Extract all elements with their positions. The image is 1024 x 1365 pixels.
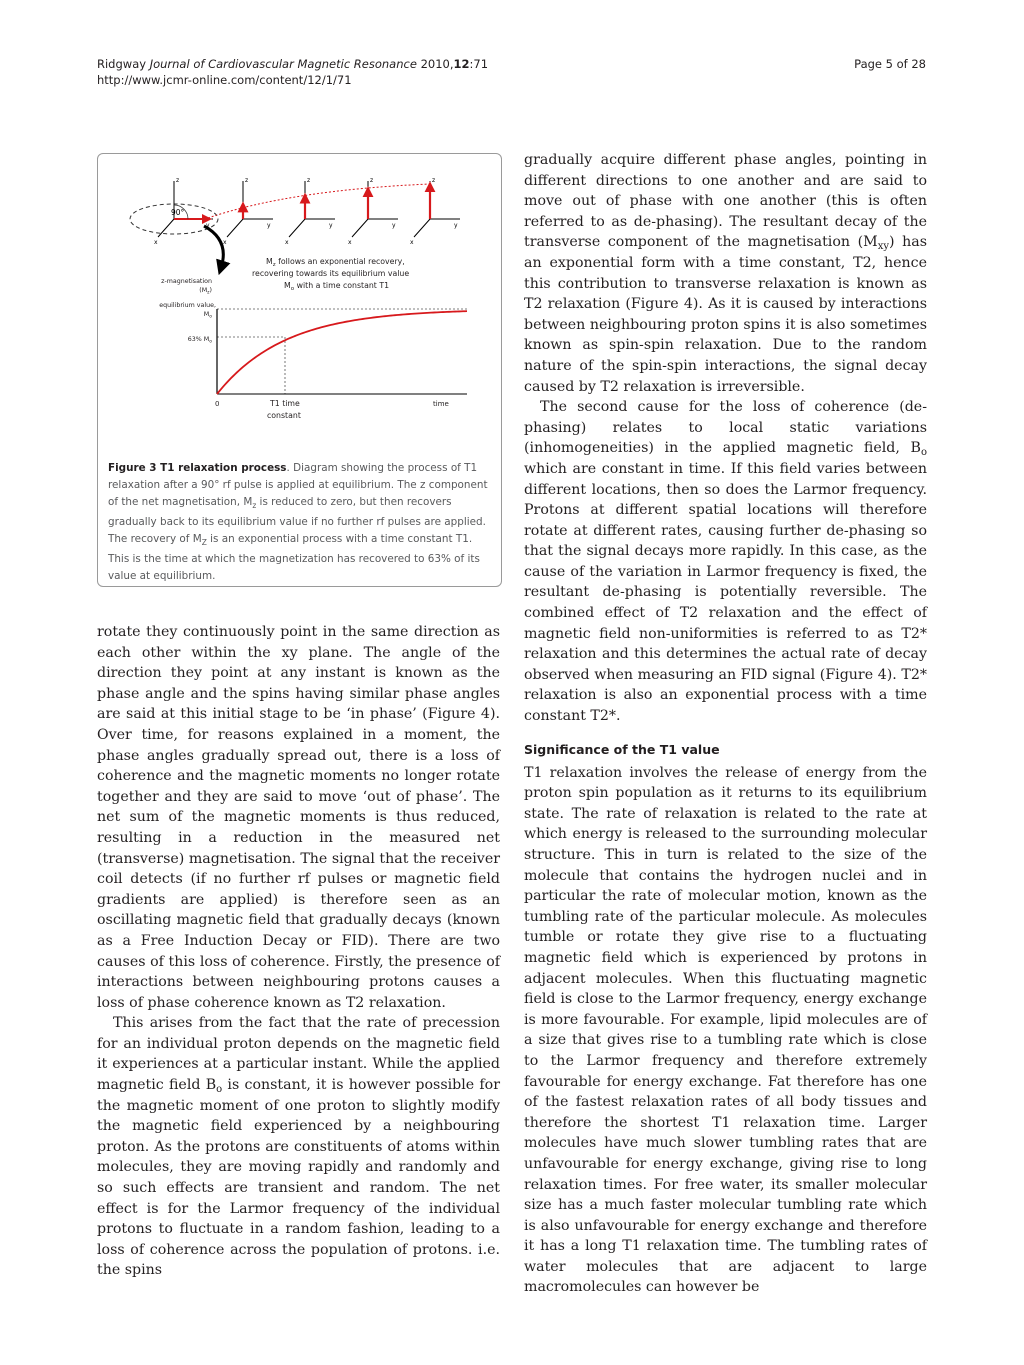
x-axis-labels — [215, 399, 449, 420]
svg-text:z: z — [370, 177, 374, 184]
svg-text:constant: constant — [267, 411, 301, 420]
frame1-x: x — [154, 239, 158, 246]
svg-text:0: 0 — [215, 400, 220, 408]
recovery-frame-3 — [285, 177, 335, 246]
svg-text:z: z — [245, 177, 249, 184]
t1-relaxation-diagram — [100, 160, 498, 430]
svg-text:x: x — [223, 239, 227, 246]
header-journal: Journal of Cardiovascular Magnetic Resonance — [149, 57, 417, 71]
svg-text:y: y — [329, 222, 333, 229]
svg-text:(Mz): $(M_z)$ — [199, 287, 212, 296]
svg-text:y: y — [454, 222, 458, 229]
figure-3-caption: Figure 3 T1 relaxation process. Diagram showing the process of T1 relaxation after a 90° rf pulse is applied at equilibrium. The z component of the net magnetisation, $M_z$ is reduced to zero, but then recovers gradually back to its equilibrium value if no further rf pulses are applied. The recovery of $M_Z$ is an exponential process with a time constant T1. This is the time at which the magnetization has recovered to 63% of its value at equilibrium. — [108, 462, 488, 583]
recovery-graph — [217, 309, 467, 394]
svg-text:x: x — [285, 239, 289, 246]
frame1-y: y — [206, 222, 210, 229]
svg-text:x: x — [348, 239, 352, 246]
svg-text:recovering towards its equilib: recovering towards its equilibrium value — [252, 269, 410, 278]
header-issue: :71 — [469, 57, 489, 71]
recovery-frame-2 — [223, 177, 273, 246]
left-column — [97, 622, 500, 1281]
frame-1-axes — [130, 177, 218, 246]
left-paragraph-2: This arises from the fact that the rate of precession for an individual proton depends on the magnetic field it experiences at a particular instant. While the applied magnetic field $B_o$ is constant, it is however possible for the magnetic moment of one proton to slightly modify the magnetic field experienced by a neighbouring proton. As the protons are constituents of atoms within molecules, they are moving rapidly and randomly and so such effects are transient and random. The net effect is for the Larmor frequency of the individual protons to fluctuate in a random fashion, leading to a loss of coherence across the population of protons. i.e. the spins — [97, 1015, 500, 1279]
recovery-frames — [223, 177, 460, 246]
right-paragraph-1: gradually acquire different phase angles, pointing in different directions to one another and are said to move out of phase with one another (this is often referred to as de-phasing). The resultant decay of the transverse component of the magnetisation $(M_{xy})$ has an exponential form with a time constant, T2, hence this contribution to transverse relaxation is known as T2 relaxation (Figure 4). As it is caused by interactions between neighbouring proton spins it is also sometimes known as spin-spin relaxation. Due to the random nature of the spin-spin interactions, the signal decay caused by T2 relaxation is irreversible. — [524, 152, 927, 395]
header-page-number: Page 5 of 28 — [854, 57, 926, 71]
header-authors: Ridgway — [97, 57, 147, 71]
svg-text:Mz follows an exponential reco: $M_z$ follows an exponential recovery, — [266, 257, 405, 268]
header-url[interactable]: http://www.jcmr-online.com/content/12/1/71 — [97, 73, 352, 87]
section-heading: Significance of the T1 value — [524, 741, 720, 757]
header-year: 2010, — [420, 57, 454, 71]
t1-recovery-curve — [217, 311, 467, 394]
running-header — [97, 56, 488, 72]
svg-text:z-magnetisation: z-magnetisation — [161, 278, 212, 285]
svg-text:63% Mo: 63% $M_o$ — [187, 336, 212, 345]
y-axis-labels — [159, 278, 216, 345]
svg-text:y: y — [392, 222, 396, 229]
svg-text:equilibrium value,: equilibrium value, — [159, 302, 216, 309]
svg-text:time: time — [433, 400, 449, 408]
svg-text:y: y — [267, 222, 271, 229]
svg-text:z: z — [307, 177, 311, 184]
right-paragraph-2: The second cause for the loss of coherence (de-phasing) relates to local static variations (inhomogeneities) in the applied magnetic field, $B_o$ which are constant in time. If this field varies between different locations, then so does the Larmor frequency. Protons at different spatial locations will therefore rotate at different rates, causing further de-phasing so that the signal decays more rapidly. In this case, as the cause of the variation in Larmor frequency is fixed, the resultant de-phasing is potentially reversible. The combined effect of T2 relaxation and the effect of magnetic field non-uniformities is referred to as T2* relaxation and this determines the actual rate of decay observed when measuring an FID signal (Figure 4). T2* relaxation is also an exponential process with a time constant T2*. — [524, 399, 927, 725]
svg-text:Mo: $M_o$ — [203, 311, 212, 320]
recovery-annotation — [252, 257, 409, 292]
caption-title: Figure 3 T1 relaxation process — [108, 462, 287, 474]
svg-text:z: z — [432, 177, 436, 184]
svg-text:T1 time: T1 time — [270, 399, 300, 408]
recovery-frame-5 — [410, 177, 460, 246]
left-paragraph-1: rotate they continuously point in the same direction as each other within the xy plane. The angle of the direction they point at any instant is known as the phase angle and the spins having similar phase angles are said at this initial stage to be ‘in phase’ (Figure 4). Over time, for reasons explained in a moment, the phase angles gradually spread out, there is a loss of coherence and the magnetic moments no longer rotate together and they are said to move ‘out of phase’. The net sum of the magnetic moments is thus reduced, resulting in a reduction in the measured net (transverse) magnetisation. The signal that the receiver coil detects (if no further rf pulses or magnetic field gradients are applied) is therefore seen as an oscillating magnetic field that gradually decays (known as a Free Induction Decay or FID). There are two causes of this loss of coherence. Firstly, the presence of interactions between neighbouring protons causes a loss of phase coherence known as T2 relaxation. — [97, 624, 500, 1011]
angle-label: 90° — [171, 208, 185, 217]
right-column — [524, 150, 927, 1298]
svg-text:x: x — [410, 239, 414, 246]
frame1-z: z — [176, 177, 180, 184]
svg-text:Mo with a time constant T1: $M_o$ with a time constant T1 — [284, 281, 390, 292]
right-paragraph-3: T1 relaxation involves the release of energy from the proton spin population as it returns to its equilibrium state. The rate of relaxation is related to the rate at which energy is released to the surrounding molecular structure. This in turn is related to the size of the molecule that contains the hydrogen nuclei and in particular the rate of molecular motion, known as the tumbling rate of the particular molecule. As molecules tumble or rotate they give rise to a fluctuating magnetic field which is experienced by protons in adjacent molecules. When this fluctuating magnetic field is close to the Larmor frequency, energy exchange is more favourable. For example, lipid molecules are of a size that gives rise to a tumbling rate which is close to the Larmor frequency and therefore extremely favourable for energy exchange. Fat therefore has one of the fastest relaxation rates of all body tissues and therefore the shortest T1 relaxation time. Larger molecules have much slower tumbling rates that are unfavourable for energy exchange, giving rise to long relaxation times. For free water, its smaller molecular size has a much faster molecular tumbling rate which is also unfavourable for energy exchange and therefore it has a long T1 relaxation time. The tumbling rates of water molecules that are adjacent to large macromolecules can however be — [524, 764, 927, 1296]
header-volume: 12 — [453, 57, 470, 71]
